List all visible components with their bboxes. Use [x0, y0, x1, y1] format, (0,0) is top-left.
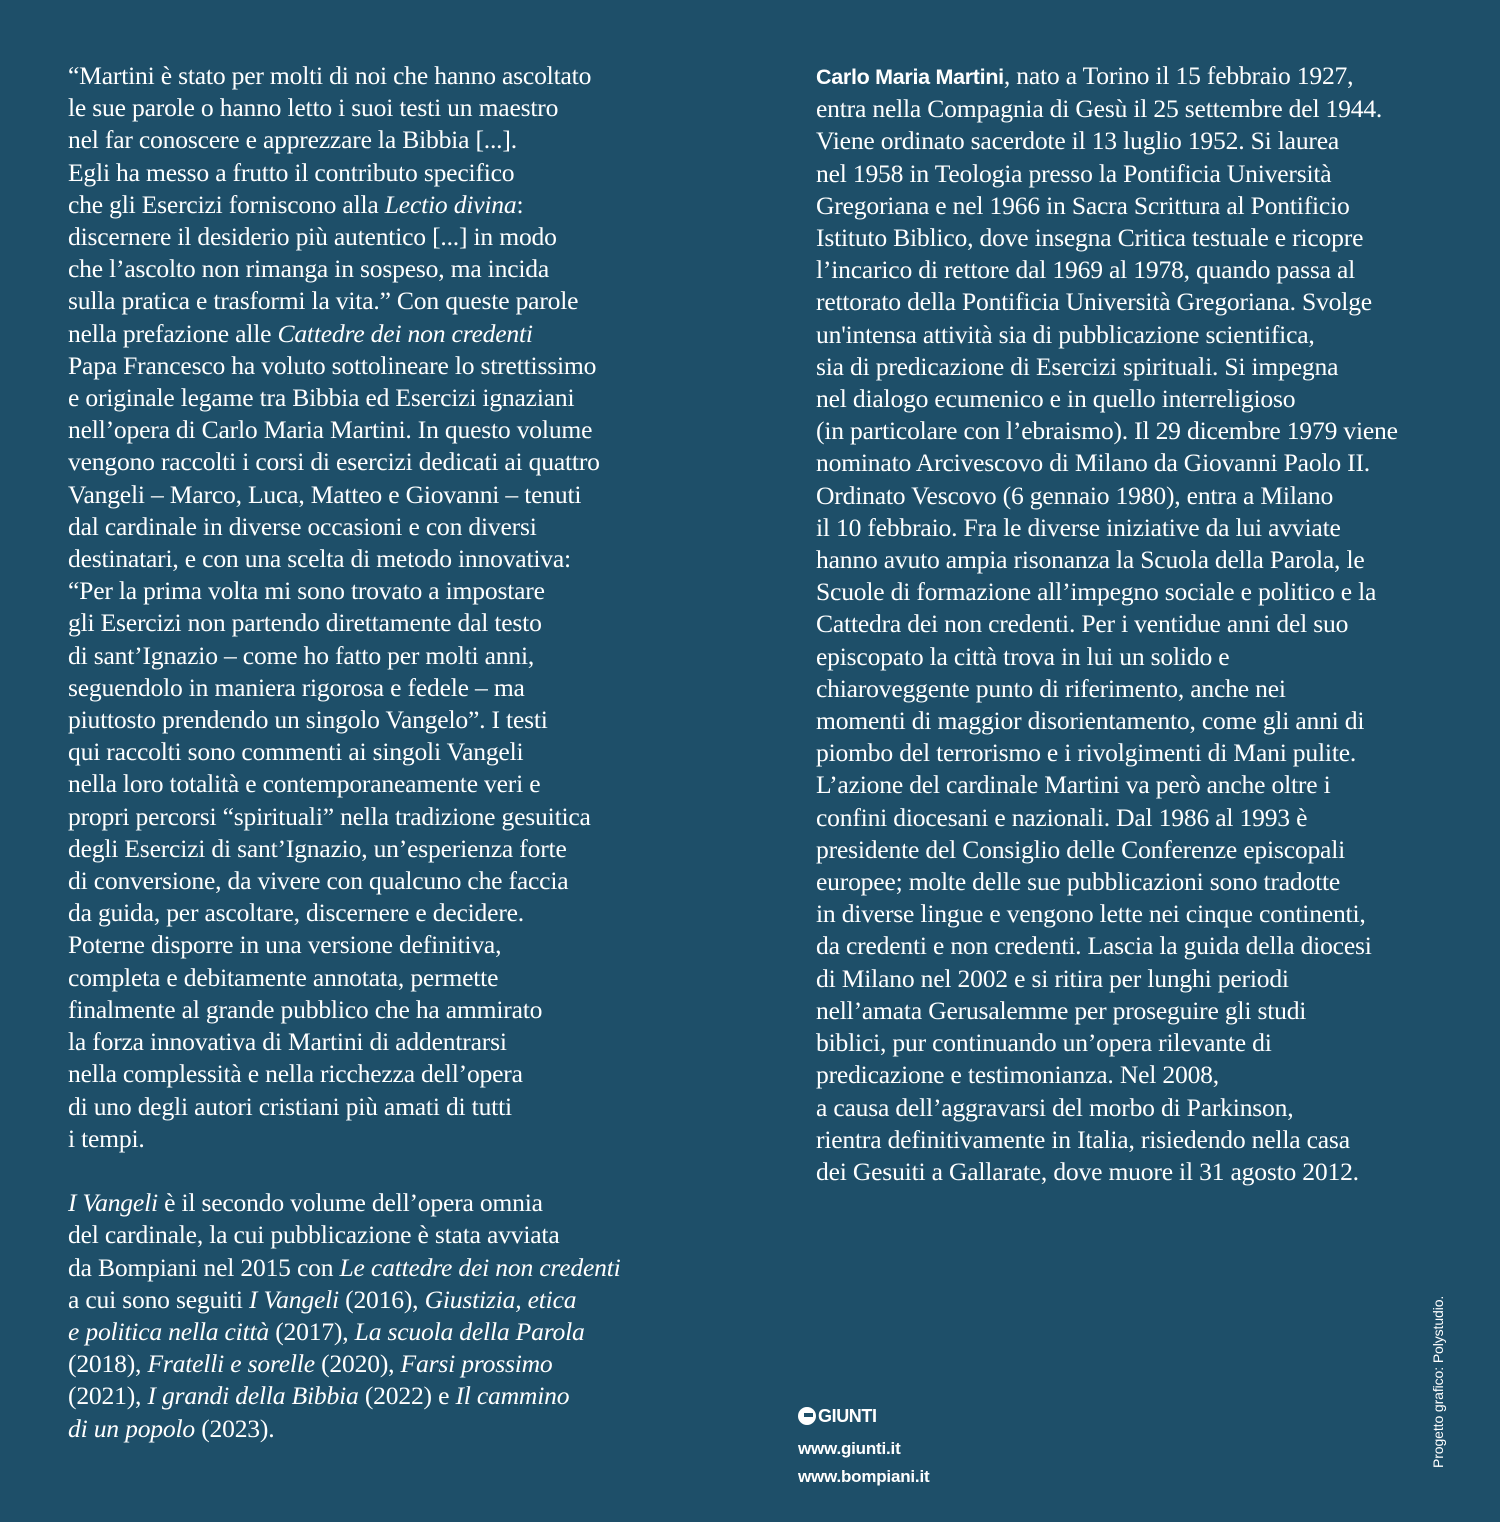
text-line: “Per la prima volta mi sono trovato a impostare: [68, 576, 545, 606]
text-line: rettorato della Pontificia Università Gregoriana. Svolge: [816, 287, 1372, 317]
text-line: “Martini è stato per molti di noi che hanno ascoltato: [68, 61, 592, 90]
front-flap-text: [68, 60, 678, 1445]
text-line: piombo del terrorismo e i rivolgimenti di Mani pulite.: [816, 738, 1357, 768]
text-line: (2021), I grandi della Bibbia (2022) e Il cammino: [68, 1381, 570, 1411]
text-line: qui raccolti sono commenti ai singoli Vangeli: [68, 737, 524, 767]
text-line: episcopato la città trova in lui un solido e: [816, 641, 1230, 671]
text-line: di uno degli autori cristiani più amati di tutti: [68, 1091, 512, 1121]
text-line: a cui sono seguiti I Vangeli (2016), Giustizia, etica: [68, 1284, 577, 1314]
text-line: da Bompiani nel 2015 con Le cattedre dei non credenti: [68, 1252, 621, 1282]
text-line: che gli Esercizi forniscono alla Lectio divina:: [68, 189, 524, 219]
italic-title: Le cattedre dei non credenti: [339, 1252, 621, 1282]
synopsis-paragraph: [68, 60, 678, 1155]
italic-title: I Vangeli: [68, 1188, 158, 1218]
text-line: Gregoriana e nel 1966 in Sacra Scrittura al Pontificio: [816, 190, 1350, 220]
text-line: dal cardinale in diverse occasioni e con diversi: [68, 511, 537, 541]
text-line: nella prefazione alle Cattedre dei non credenti: [68, 318, 533, 348]
italic-title: Lectio divina: [384, 189, 517, 219]
italic-title: Giustizia, etica: [424, 1284, 577, 1314]
giunti-logo: [798, 1404, 929, 1428]
text-line: finalmente al grande pubblico che ha ammirato: [68, 994, 543, 1024]
italic-title: di un popolo: [68, 1413, 195, 1443]
text-line: predicazione e testimonianza. Nel 2008,: [816, 1060, 1219, 1090]
design-credit: Progetto grafico: Polystudio.: [1430, 1295, 1446, 1468]
text-line: destinatari, e con una scelta di metodo innovativa:: [68, 544, 571, 574]
text-line: gli Esercizi non partendo direttamente dal testo: [68, 608, 542, 638]
text-line: confini diocesani e nazionali. Dal 1986 al 1993 è: [816, 802, 1308, 832]
text-line: nell’amata Gerusalemme per proseguire gli studi: [816, 995, 1307, 1025]
text-line: chiaroveggente punto di riferimento, anche nei: [816, 673, 1286, 703]
text-line: i tempi.: [68, 1123, 145, 1153]
text-line: nel 1958 in Teologia presso la Pontificia Università: [816, 158, 1332, 188]
text-line: in diverse lingue e vengono lette nei cinque continenti,: [816, 899, 1366, 929]
text-line: un'intensa attività sia di pubblicazione scientifica,: [816, 319, 1315, 349]
text-line: L’azione del cardinale Martini va però anche oltre i: [816, 770, 1331, 800]
text-line: Ordinato Vescovo (6 gennaio 1980), entra a Milano: [816, 480, 1334, 510]
text-line: nel dialogo ecumenico e in quello interreligioso: [816, 384, 1296, 414]
text-line: le sue parole o hanno letto i suoi testi un maestro: [68, 93, 559, 123]
text-line: a causa dell’aggravarsi del morbo di Parkinson,: [816, 1092, 1294, 1122]
text-line: biblici, pur continuando un’opera rilevante di: [816, 1028, 1272, 1058]
text-line: di un popolo (2023).: [68, 1413, 275, 1443]
text-line: Papa Francesco ha voluto sottolineare lo strettissimo: [68, 350, 597, 380]
bompiani-url[interactable]: www.bompiani.it: [798, 1467, 930, 1486]
text-line: sia di predicazione di Esercizi spirituali. Si impegna: [816, 351, 1339, 381]
text-line: Viene ordinato sacerdote il 13 luglio 1952. Si laurea: [816, 126, 1340, 156]
publisher-block: [798, 1404, 929, 1487]
italic-title: Fratelli e sorelle: [147, 1349, 315, 1379]
bio-lines: [816, 93, 1456, 1188]
series-paragraph: [68, 1187, 678, 1445]
text-line: vengono raccolti i corsi di esercizi dedicati ai quattro: [68, 447, 600, 477]
italic-title: I Vangeli: [249, 1284, 339, 1314]
text-line: la forza innovativa di Martini di addentrarsi: [68, 1027, 507, 1057]
text-line: entra nella Compagnia di Gesù il 25 settembre del 1944.: [816, 94, 1383, 124]
text-line: momenti di maggior disorientamento, come gli anni di: [816, 706, 1365, 736]
text-line: sulla pratica e trasformi la vita.” Con queste parole: [68, 286, 579, 316]
text-line: Istituto Biblico, dove insegna Critica testuale e ricopre: [816, 223, 1364, 253]
text-line: e politica nella città (2017), La scuola della Parola: [68, 1316, 585, 1346]
italic-title: Cattedre dei non credenti: [277, 318, 533, 348]
giunti-logo-icon: [798, 1407, 816, 1425]
text-line: dei Gesuiti a Gallarate, dove muore il 31 agosto 2012.: [816, 1156, 1359, 1186]
text-line: piuttosto prendendo un singolo Vangelo”. I testi: [68, 705, 548, 735]
italic-title: Il cammino: [455, 1381, 570, 1411]
back-flap-text: [816, 60, 1456, 1188]
text-line: nell’opera di Carlo Maria Martini. In questo volume: [68, 415, 593, 445]
italic-title: La scuola della Parola: [354, 1316, 585, 1346]
text-line: Scuole di formazione all’impegno sociale e politico e la: [816, 577, 1377, 607]
text-line: (2018), Fratelli e sorelle (2020), Farsi prossimo: [68, 1349, 553, 1379]
text-line: Cattedra dei non credenti. Per i ventidue anni del suo: [816, 609, 1349, 639]
author-name: Carlo Maria Martini: [816, 65, 1004, 89]
text-line: di conversione, da vivere con qualcuno che faccia: [68, 866, 569, 896]
text-line: il 10 febbraio. Fra le diverse iniziative da lui avviate: [816, 512, 1341, 542]
text-line: (in particolare con l’ebraismo). Il 29 dicembre 1979 viene: [816, 416, 1398, 446]
text-line: e originale legame tra Bibbia ed Esercizi ignaziani: [68, 383, 575, 413]
text-line: propri percorsi “spirituali” nella tradizione gesuitica: [68, 801, 591, 831]
text-line: nella complessità e nella ricchezza dell’opera: [68, 1059, 523, 1089]
text-line: seguendolo in maniera rigorosa e fedele – ma: [68, 672, 525, 702]
text-line: da guida, per ascoltare, discernere e decidere.: [68, 898, 524, 928]
italic-title: I grandi della Bibbia: [147, 1381, 359, 1411]
text-line: nella loro totalità e contemporaneamente veri e: [68, 769, 541, 799]
text-line: nominato Arcivescovo di Milano da Giovanni Paolo II.: [816, 448, 1370, 478]
giunti-url[interactable]: www.giunti.it: [798, 1439, 901, 1458]
text-line: Egli ha messo a frutto il contributo specifico: [68, 157, 515, 187]
text-line: nel far conoscere e apprezzare la Bibbia [...].: [68, 125, 517, 155]
text-line: presidente del Consiglio delle Conferenze episcopali: [816, 834, 1346, 864]
bio-first-line-text: , nato a Torino il 15 febbraio 1927,: [1003, 61, 1354, 90]
text-line: l’incarico di rettore dal 1969 al 1978, quando passa al: [816, 255, 1356, 285]
text-line: I Vangeli è il secondo volume dell’opera omnia: [68, 1188, 543, 1218]
text-line: hanno avuto ampia risonanza la Scuola della Parola, le: [816, 545, 1365, 575]
italic-title: Farsi prossimo: [400, 1349, 553, 1379]
giunti-logo-text: GIUNTI: [818, 1405, 877, 1426]
author-bio: [816, 60, 1456, 1188]
text-line: di Milano nel 2002 e si ritira per lunghi periodi: [816, 963, 1289, 993]
text-line: degli Esercizi di sant’Ignazio, un’esperienza forte: [68, 833, 567, 863]
text-line: da credenti e non credenti. Lascia la guida della diocesi: [816, 931, 1372, 961]
italic-title: e politica nella città: [68, 1316, 270, 1346]
text-line: europee; molte delle sue pubblicazioni sono tradotte: [816, 867, 1341, 897]
text-line: completa e debitamente annotata, permette: [68, 962, 499, 992]
text-line: che l’ascolto non rimanga in sospeso, ma incida: [68, 254, 550, 284]
text-line: Vangeli – Marco, Luca, Matteo e Giovanni – tenuti: [68, 479, 582, 509]
text-line: Poterne disporre in una versione definitiva,: [68, 930, 502, 960]
bio-first-line: [816, 60, 1456, 93]
text-line: rientra definitivamente in Italia, risiedendo nella casa: [816, 1124, 1350, 1154]
text-line: del cardinale, la cui pubblicazione è stata avviata: [68, 1220, 560, 1250]
text-line: discernere il desiderio più autentico [...] in modo: [68, 222, 557, 252]
text-line: di sant’Ignazio – come ho fatto per molti anni,: [68, 640, 535, 670]
